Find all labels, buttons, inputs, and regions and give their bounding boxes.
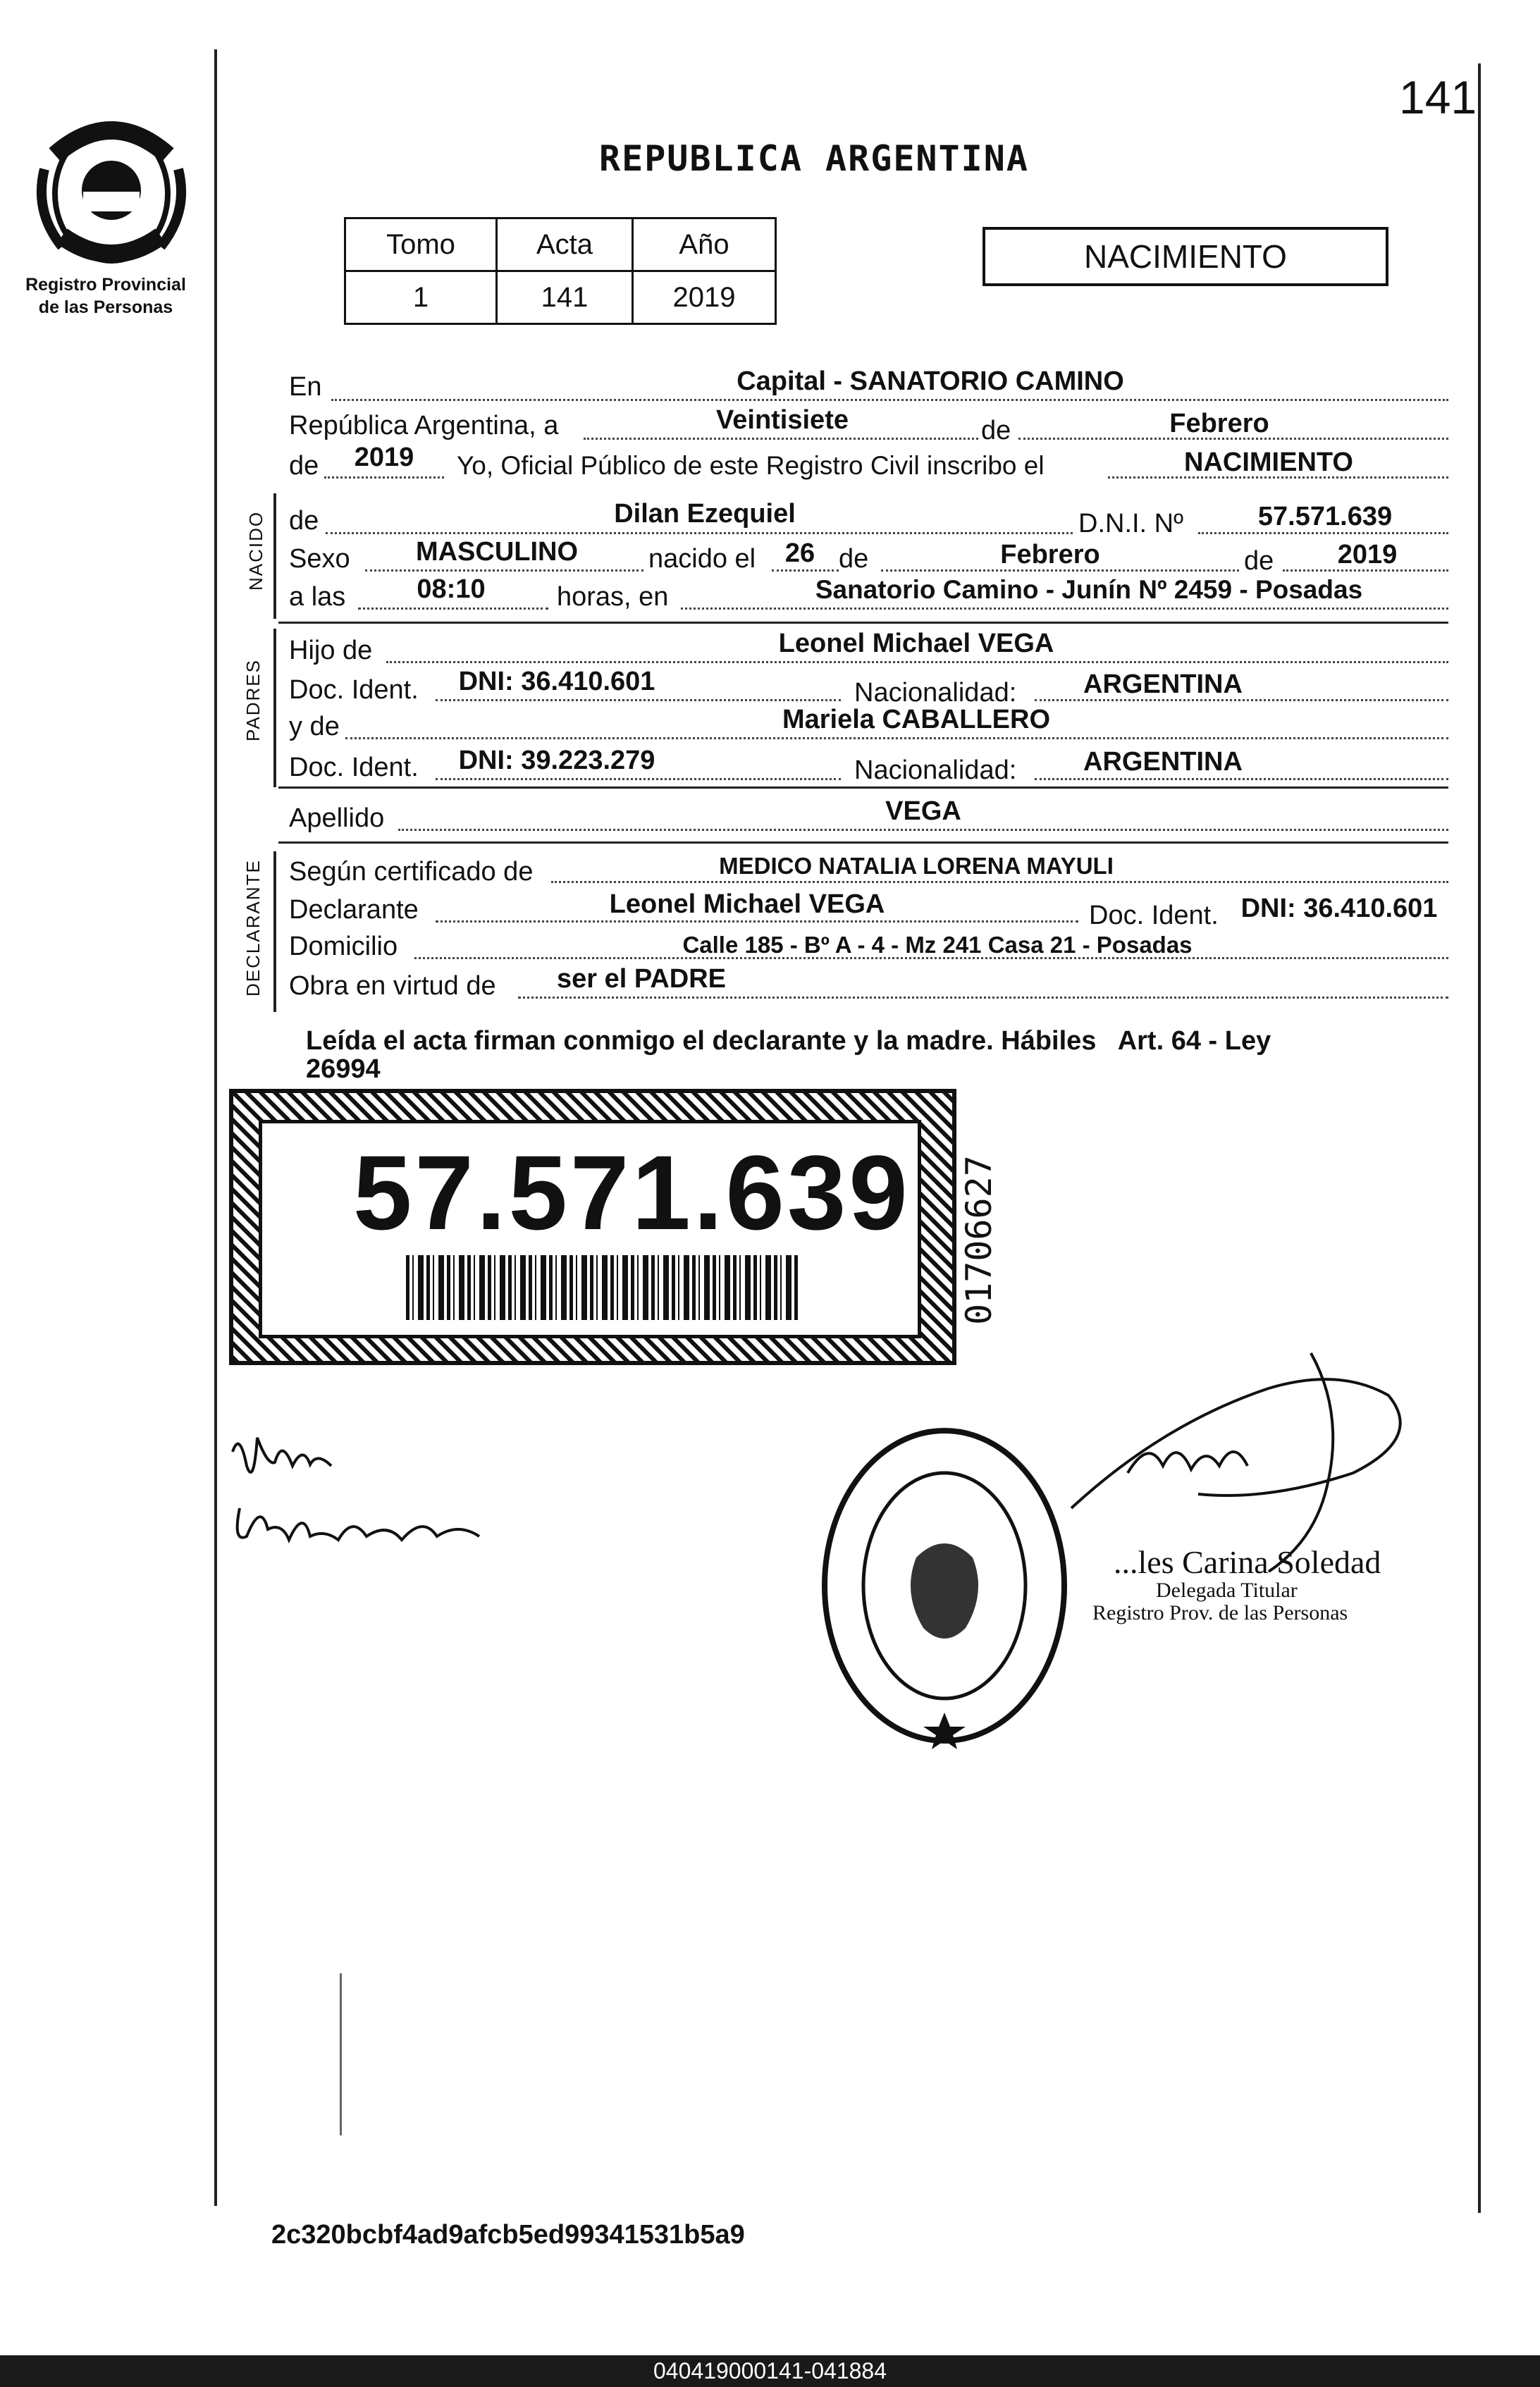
day-value: Veintisiete — [716, 405, 849, 435]
declarante-bracket — [273, 851, 276, 1012]
day-line — [584, 438, 978, 440]
padres-bracket — [273, 629, 276, 787]
acta-value: 141 — [497, 271, 633, 324]
registry-name-line1: Registro Provincial — [25, 275, 186, 295]
anio-value: 2019 — [633, 271, 776, 324]
apellido-label: Apellido — [289, 803, 385, 833]
sexo-label: Sexo — [289, 544, 350, 574]
birth-year: 2019 — [1337, 540, 1398, 569]
dni-sticker — [229, 1089, 956, 1365]
birth-month: Febrero — [1000, 540, 1100, 569]
mother-name: Mariela CABALLERO — [782, 705, 1051, 734]
signature-note-line2: 26994 — [306, 1054, 381, 1084]
father-nac-label: Nacionalidad: — [854, 678, 1017, 708]
sticker-barcode — [406, 1255, 801, 1320]
republica-label: República Argentina, a — [289, 411, 559, 440]
registry-name-line2: de las Personas — [38, 297, 173, 317]
de-label: de — [981, 416, 1011, 445]
father-name: Leonel Michael VEGA — [778, 629, 1054, 658]
declarante-line — [436, 920, 1078, 923]
child-dni: 57.571.639 — [1257, 502, 1393, 531]
official-name: ...les Carina Soledad — [1114, 1544, 1381, 1580]
nacido-section-label: NACIDO — [245, 510, 266, 591]
mother-doc-label: Doc. Ident. — [289, 753, 419, 782]
left-margin-line — [214, 49, 217, 2206]
year-line — [324, 476, 444, 479]
declarante-doc: DNI: 36.410.601 — [1240, 894, 1438, 923]
father-nationality: ARGENTINA — [1083, 670, 1243, 699]
declarante-section-label: DECLARANTE — [242, 859, 264, 997]
declarante-doc-label: Doc. Ident. — [1089, 901, 1219, 930]
dni-label: D.N.I. Nº — [1078, 509, 1183, 538]
de-year-label: de — [289, 451, 319, 481]
apellido-divider — [278, 841, 1448, 844]
domicilio-value: Calle 185 - Bº A - 4 - Mz 241 Casa 21 - Posadas — [682, 932, 1193, 958]
birth-day: 26 — [784, 538, 815, 568]
year-value: 2019 — [354, 443, 414, 472]
padres-section-label: PADRES — [242, 659, 264, 741]
document-title: REPUBLICA ARGENTINA — [599, 138, 1029, 179]
page-number: 141 — [1399, 71, 1477, 123]
record-table — [344, 217, 777, 325]
dni-line — [1198, 532, 1448, 534]
declarante-name: Leonel Michael VEGA — [609, 889, 885, 919]
right-margin-line — [1478, 63, 1481, 2213]
father-line — [386, 661, 1448, 663]
official-office: Registro Prov. de las Personas — [1092, 1601, 1348, 1624]
father-doc-line — [436, 699, 841, 701]
sticker-serial: 01706627 — [959, 1155, 999, 1325]
anio-header: Año — [633, 218, 776, 271]
padres-divider — [278, 787, 1448, 789]
footer-code: 040419000141-041884 — [653, 2358, 887, 2383]
place-value: Capital - SANATORIO CAMINO — [737, 366, 1124, 396]
sexo-line — [365, 569, 643, 572]
nacido-bracket — [273, 493, 276, 619]
birth-time: 08:10 — [417, 574, 486, 604]
hijo-label: Hijo de — [289, 636, 373, 665]
place-line — [331, 399, 1448, 401]
official-title: Delegada Titular — [1156, 1579, 1298, 1602]
en-label: En — [289, 372, 322, 402]
birth-day-line — [772, 569, 839, 572]
record-type-box: NACIMIENTO — [982, 227, 1388, 286]
obra-line — [518, 997, 1448, 999]
segun-label: Según certificado de — [289, 857, 534, 887]
sticker-dni-number: 57.571.639 — [353, 1133, 911, 1252]
child-name: Dilan Ezequiel — [614, 499, 796, 529]
acta-header: Acta — [497, 218, 633, 271]
yo-text: Yo, Oficial Público de este Registro Civil inscribo el — [457, 451, 1045, 480]
province-logo — [34, 113, 189, 268]
obra-value: ser el PADRE — [556, 964, 727, 994]
obra-label: Obra en virtud de — [289, 971, 496, 1001]
declarante-label: Declarante — [289, 895, 419, 925]
signature-note-line1: Leída el acta firman conmigo el declarante y la madre. Hábiles Art. 64 - Ley — [306, 1026, 1271, 1056]
apellido-line — [398, 829, 1448, 831]
delegation-seal — [811, 1417, 1078, 1755]
apellido-value: VEGA — [885, 796, 961, 826]
nacido-el-label: nacido el — [648, 544, 756, 574]
dashed-mark — [340, 1973, 342, 2135]
yde-label: y de — [289, 712, 340, 741]
mother-nac-label: Nacionalidad: — [854, 755, 1017, 785]
mother-line — [345, 737, 1448, 739]
month-value: Febrero — [1169, 409, 1269, 438]
nacido-de-label2: de — [839, 544, 869, 574]
tomo-header: Tomo — [345, 218, 497, 271]
hash-code: 2c320bcbf4ad9afcb5ed99341531b5a9 — [271, 2220, 745, 2250]
inscribe-value: NACIMIENTO — [1184, 448, 1353, 477]
mother-doc: DNI: 39.223.279 — [458, 746, 655, 775]
tomo-value: 1 — [345, 271, 497, 324]
mother-nationality: ARGENTINA — [1083, 747, 1243, 777]
birth-place-line — [681, 607, 1448, 610]
time-line — [358, 607, 548, 610]
father-doc-label: Doc. Ident. — [289, 675, 419, 705]
declarant-signatures — [226, 1424, 522, 1565]
mother-nac-line — [1035, 778, 1448, 780]
certificado-value: MEDICO NATALIA LORENA MAYULI — [719, 853, 1114, 879]
birth-place: Sanatorio Camino - Junín Nº 2459 - Posadas — [815, 575, 1363, 604]
nacido-de-label: de — [289, 506, 319, 536]
province-crest-icon — [34, 113, 189, 268]
nacido-divider — [278, 622, 1448, 624]
domicilio-label: Domicilio — [289, 932, 398, 961]
sexo-value: MASCULINO — [415, 537, 579, 567]
mother-doc-line — [436, 778, 841, 780]
alas-label: a las — [289, 582, 346, 612]
nacido-de-label3: de — [1244, 546, 1274, 576]
certificado-line — [551, 881, 1448, 883]
father-doc: DNI: 36.410.601 — [458, 667, 655, 696]
horas-label: horas, en — [557, 582, 669, 612]
name-line — [326, 532, 1073, 534]
